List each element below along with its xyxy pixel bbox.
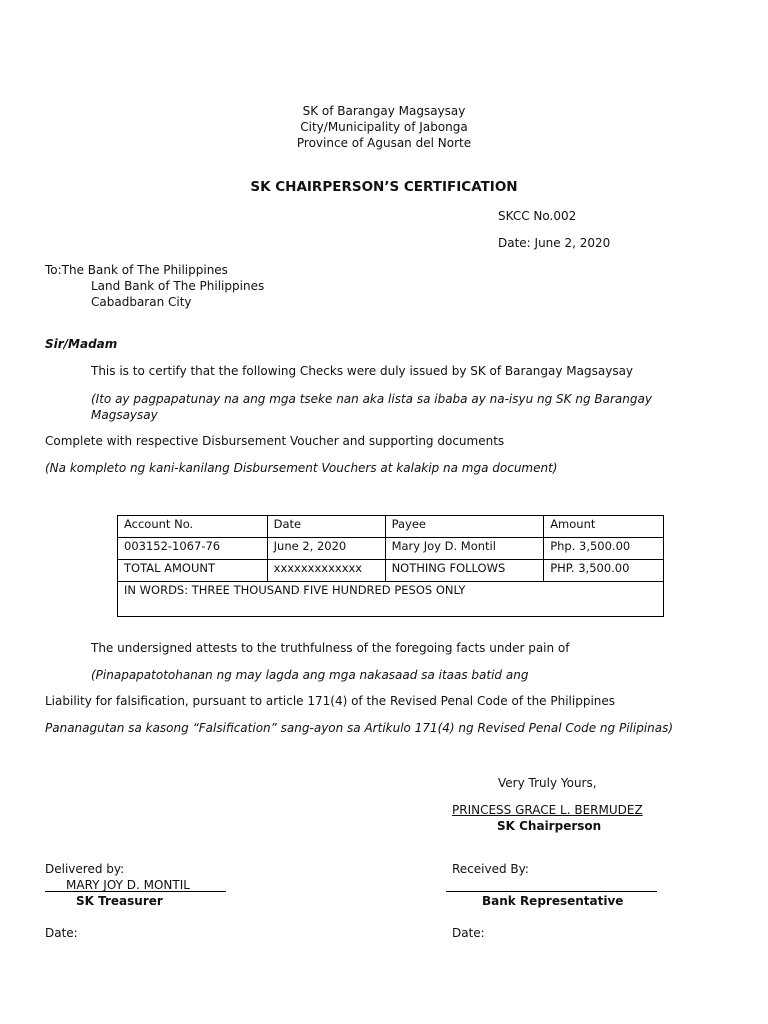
amount-in-words-cell: IN WORDS: THREE THOUSAND FIVE HUNDRED PESOS ONLY (118, 582, 664, 617)
account-number-cell: 003152-1067-76 (118, 538, 268, 560)
table-header-cell: Date (267, 516, 385, 538)
amount-cell: Php. 3,500.00 (544, 538, 664, 560)
total-placeholder-cell: xxxxxxxxxxxxx (267, 560, 385, 582)
liability-text: Liability for falsification, pursuant to article 171(4) of the Revised Penal Code of the Philippines (45, 694, 616, 708)
checks-table (117, 515, 664, 617)
table-row (118, 538, 664, 560)
attestation-text: The undersigned attests to the truthfulness of the foregoing facts under pain of (91, 641, 570, 655)
chairperson-name: PRINCESS GRACE L. BERMUDEZ (452, 803, 643, 817)
table-header-cell: Amount (544, 516, 664, 538)
treasurer-position: SK Treasurer (76, 894, 163, 908)
table-words-row (118, 582, 664, 617)
header-line-2: City/Municipality of Jabonga (300, 120, 468, 134)
date-cell: June 2, 2020 (267, 538, 385, 560)
delivered-by-label: Delivered by: (45, 862, 125, 876)
received-by-label: Received By: (452, 862, 529, 876)
completeness-translation: (Na kompleto ng kani-kanilang Disbursement Vouchers at kalakip na mga document) (45, 461, 558, 475)
liability-translation: Pananagutan sa kasong “Falsification” sang-ayon sa Artikulo 171(4) ng Revised Penal Code ng Pilipinas) (45, 721, 674, 735)
certification-text: This is to certify that the following Checks were duly issued by SK of Barangay Magsaysay (91, 364, 634, 378)
bank-rep-signature-line (446, 891, 657, 892)
table-header-row (118, 516, 664, 538)
total-amount-cell: PHP. 3,500.00 (544, 560, 664, 582)
treasurer-signature-line (45, 891, 226, 892)
certification-translation-a: (Ito ay pagpapatunay na ang mga tseke nan aka lista sa ibaba ay na-isyu ng SK ng Barangay (91, 392, 652, 406)
total-label-cell: TOTAL AMOUNT (118, 560, 268, 582)
attestation-translation: (Pinapapatotohanan ng may lagda ang mga nakasaad sa itaas batid ang (91, 668, 529, 682)
table-total-row (118, 560, 664, 582)
closing-phrase: Very Truly Yours, (498, 776, 597, 790)
addressee-line-2: Land Bank of The Philippines (91, 279, 265, 293)
payee-cell: Mary Joy D. Montil (385, 538, 544, 560)
document-date: Date: June 2, 2020 (498, 236, 611, 250)
delivered-date-label: Date: (45, 926, 78, 940)
nothing-follows-cell: NOTHING FOLLOWS (385, 560, 544, 582)
header-line-3: Province of Agusan del Norte (296, 136, 472, 150)
addressee-line-3: Cabadbaran City (91, 295, 192, 309)
certification-translation-b: Magsaysay (91, 408, 158, 422)
bank-rep-position: Bank Representative (482, 894, 624, 908)
completeness-text: Complete with respective Disbursement Voucher and supporting documents (45, 434, 505, 448)
received-date-label: Date: (452, 926, 485, 940)
table-header-cell: Account No. (118, 516, 268, 538)
header-line-1: SK of Barangay Magsaysay (302, 104, 466, 118)
table-header-cell: Payee (385, 516, 544, 538)
salutation: Sir/Madam (45, 337, 118, 351)
document-title: SK CHAIRPERSON’S CERTIFICATION (250, 179, 518, 195)
reference-number: SKCC No.002 (498, 209, 577, 223)
treasurer-name: MARY JOY D. MONTIL (66, 878, 190, 892)
chairperson-position: SK Chairperson (497, 819, 602, 833)
addressee-line-1: To:The Bank of The Philippines (45, 263, 228, 277)
